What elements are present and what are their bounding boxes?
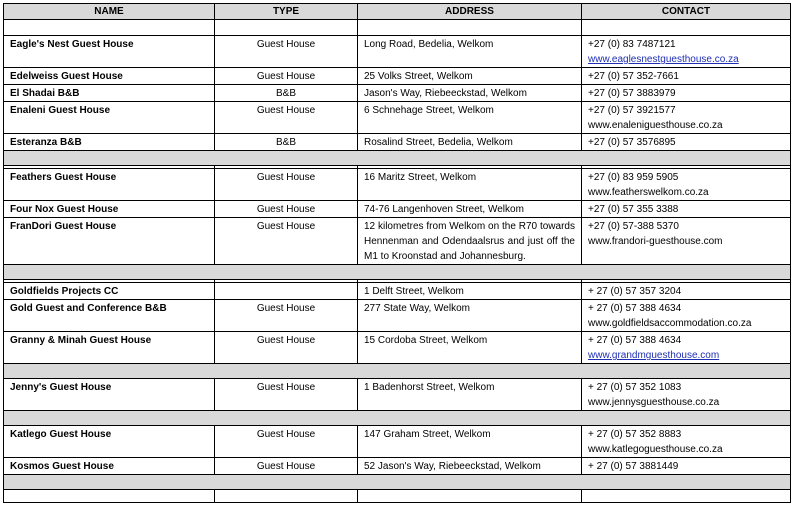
- row-address: Jason's Way, Riebeeckstad, Welkom: [358, 85, 582, 102]
- row-contact: [582, 36, 791, 68]
- row-website: www.jennysguesthouse.co.za: [588, 397, 720, 408]
- row-website: www.featherswelkom.co.za: [588, 187, 709, 198]
- row-name: Goldfields Projects CC: [4, 283, 215, 300]
- table-row: [4, 134, 791, 151]
- header-type: TYPE: [215, 4, 358, 20]
- row-name: Four Nox Guest House: [4, 201, 215, 218]
- row-address: 25 Volks Street, Welkom: [358, 68, 582, 85]
- table-row: [4, 36, 791, 68]
- row-phone: +27 (0) 57 355 3388: [588, 204, 679, 215]
- row-contact: [582, 201, 791, 218]
- row-type: B&B: [215, 85, 358, 102]
- row-website: www.katlegoguesthouse.co.za: [588, 444, 723, 455]
- row-name: Jenny's Guest House: [4, 379, 215, 411]
- row-name: El Shadai B&B: [4, 85, 215, 102]
- row-type: Guest House: [215, 458, 358, 475]
- table-row: [4, 201, 791, 218]
- row-name: Eagle's Nest Guest House: [4, 36, 215, 68]
- row-name: Edelweiss Guest House: [4, 68, 215, 85]
- row-name: Granny & Minah Guest House: [4, 332, 215, 364]
- row-phone: +27 (0) 57 3921577: [588, 105, 676, 116]
- row-contact: [582, 379, 791, 411]
- section-separator: [4, 151, 791, 166]
- row-type: Guest House: [215, 201, 358, 218]
- row-phone: + 27 (0) 57 388 4634: [588, 303, 682, 314]
- table-row: [4, 218, 791, 265]
- table-row: [4, 68, 791, 85]
- row-address: 1 Badenhorst Street, Welkom: [358, 379, 582, 411]
- row-name: Feathers Guest House: [4, 169, 215, 201]
- row-phone: + 27 (0) 57 352 8883: [588, 429, 682, 440]
- row-website-link[interactable]: www.eaglesnestguesthouse.co.za: [588, 54, 739, 65]
- row-phone: +27 (0) 83 7487121: [588, 39, 676, 50]
- row-address: 147 Graham Street, Welkom: [358, 426, 582, 458]
- row-phone: + 27 (0) 57 3881449: [588, 461, 679, 472]
- table-row: [4, 426, 791, 458]
- table-row: [4, 379, 791, 411]
- row-type: Guest House: [215, 426, 358, 458]
- row-contact: [582, 332, 791, 364]
- row-contact: [582, 102, 791, 134]
- row-name: Kosmos Guest House: [4, 458, 215, 475]
- section-separator: [4, 475, 791, 490]
- section-separator: [4, 364, 791, 379]
- table-row: [4, 283, 791, 300]
- table-row: [4, 458, 791, 475]
- row-contact: [582, 85, 791, 102]
- row-phone: +27 (0) 57 352-7661: [588, 71, 679, 82]
- row-phone: +27 (0) 83 959 5905: [588, 172, 679, 183]
- guest-house-table: [3, 3, 791, 503]
- header-name: NAME: [4, 4, 215, 20]
- row-address: Rosalind Street, Bedelia, Welkom: [358, 134, 582, 151]
- table-row: [4, 102, 791, 134]
- row-website-link[interactable]: www.grandmguesthouse.com: [588, 350, 720, 361]
- row-contact: [582, 283, 791, 300]
- row-name: Gold Guest and Conference B&B: [4, 300, 215, 332]
- blank-row: [4, 490, 791, 503]
- section-separator: [4, 411, 791, 426]
- header-row: [4, 4, 791, 20]
- row-type: Guest House: [215, 68, 358, 85]
- row-name: FranDori Guest House: [4, 218, 215, 265]
- row-address: 1 Delft Street, Welkom: [358, 283, 582, 300]
- header-contact: CONTACT: [582, 4, 791, 20]
- row-type: B&B: [215, 134, 358, 151]
- row-address: 16 Maritz Street, Welkom: [358, 169, 582, 201]
- row-phone: + 27 (0) 57 357 3204: [588, 286, 682, 297]
- row-contact: [582, 134, 791, 151]
- row-name: Katlego Guest House: [4, 426, 215, 458]
- row-contact: [582, 426, 791, 458]
- row-phone: + 27 (0) 57 352 1083: [588, 382, 682, 393]
- row-type: [215, 283, 358, 300]
- row-type: Guest House: [215, 102, 358, 134]
- row-address: 52 Jason's Way, Riebeeckstad, Welkom: [358, 458, 582, 475]
- row-phone: +27 (0) 57 3576895: [588, 137, 676, 148]
- table-row: [4, 169, 791, 201]
- table-row: [4, 85, 791, 102]
- row-contact: [582, 169, 791, 201]
- row-phone: +27 (0) 57 3883979: [588, 88, 676, 99]
- row-website: www.frandori-guesthouse.com: [588, 236, 723, 247]
- row-address: 12 kilometres from Welkom on the R70 towards Hennenman and Odendaalsrus and just off the M1 to Kroonstad and Johannesburg.: [358, 218, 582, 265]
- row-website: www.enaleniguesthouse.co.za: [588, 120, 723, 131]
- row-address: 6 Schnehage Street, Welkom: [358, 102, 582, 134]
- table-row: [4, 332, 791, 364]
- row-phone: +27 (0) 57-388 5370: [588, 221, 679, 232]
- row-address: Long Road, Bedelia, Welkom: [358, 36, 582, 68]
- row-contact: [582, 300, 791, 332]
- row-contact: [582, 458, 791, 475]
- row-name: Enaleni Guest House: [4, 102, 215, 134]
- section-separator: [4, 265, 791, 280]
- row-type: Guest House: [215, 332, 358, 364]
- row-type: Guest House: [215, 379, 358, 411]
- row-address: 15 Cordoba Street, Welkom: [358, 332, 582, 364]
- table-row: [4, 300, 791, 332]
- row-type: Guest House: [215, 218, 358, 265]
- row-phone: + 27 (0) 57 388 4634: [588, 335, 682, 346]
- blank-row: [4, 20, 791, 36]
- row-website: www.goldfieldsaccommodation.co.za: [588, 318, 752, 329]
- row-contact: [582, 218, 791, 265]
- row-type: Guest House: [215, 36, 358, 68]
- row-name: Esteranza B&B: [4, 134, 215, 151]
- row-type: Guest House: [215, 169, 358, 201]
- row-type: Guest House: [215, 300, 358, 332]
- row-address: 277 State Way, Welkom: [358, 300, 582, 332]
- row-contact: [582, 68, 791, 85]
- row-address: 74-76 Langenhoven Street, Welkom: [358, 201, 582, 218]
- header-address: ADDRESS: [358, 4, 582, 20]
